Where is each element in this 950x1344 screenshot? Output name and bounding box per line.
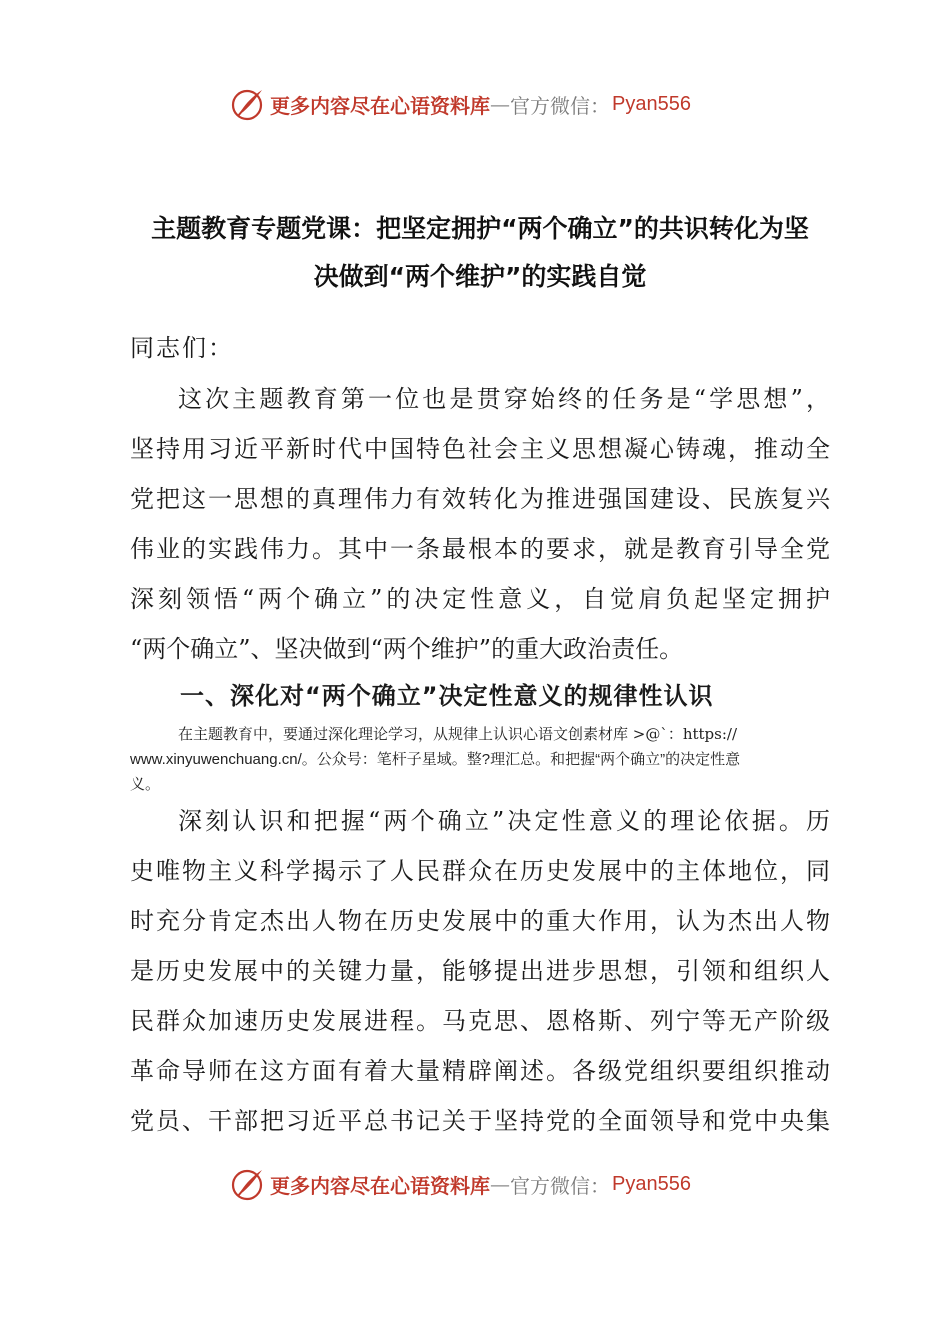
paragraph-line: 民群众加速历史发展进程。马克思、恩格斯、列宁等无产阶级 [130,1007,830,1035]
title-line: 主题教育专题党课：把坚定拥护“两个确立”的共识转化为坚 [151,214,809,243]
paragraph-line: 时充分肯定杰出人物在历史发展中的重大作用，认为杰出人物 [130,907,830,935]
paragraph-line: 坚持用习近平新时代中国特色社会主义思想凝心铸魂，推动全 [130,435,830,463]
inserted-note [130,722,830,797]
section-heading-1: 一、深化对“两个确立”决定性意义的规律性认识 [180,682,714,710]
note-line: www.xinyuwenchuang.cn/。公众号：笔杆子星域。整?理汇总。和把握“两个确立”的决定性意 [130,751,741,768]
paragraph-line: 党员、干部把习近平总书记关于坚持党的全面领导和党中央集 [130,1107,830,1135]
paragraph-line: “两个确立”、坚决做到“两个维护”的重大政治责任。 [130,635,684,663]
paragraph-line: 深刻领悟“两个确立”的决定性意义，自觉肩负起坚定拥护 [130,585,830,613]
paragraph-line: 史唯物主义科学揭示了人民群众在历史发展中的主体地位，同 [130,857,830,885]
watermark-label: 官方微信： [510,93,610,118]
note-line: 在主题教育中，要通过深化理论学习，从规律上认识心语文创素材库 >@`：https:// [178,725,738,743]
paragraph-line: 深刻认识和把握“两个确立”决定性意义的理论依据。历 [178,807,830,835]
paragraph-line: 是历史发展中的关键力量，能够提出进步思想，引领和组织人 [130,957,830,985]
paragraph-line: 革命导师在这方面有着大量精辟阐述。各级党组织要组织推动 [130,1057,830,1085]
paragraph-theory [130,796,830,1146]
watermark-account: Pyan556 [612,92,691,115]
title-line: 决做到“两个维护”的实践自觉 [313,262,647,291]
paragraph-line: 伟业的实践伟力。其中一条最根本的要求，就是教育引导全党 [130,535,830,563]
salutation: 同志们： [130,334,234,362]
quill-logo-icon [230,86,266,122]
watermark-separator: — [490,1172,510,1196]
watermark-account: Pyan556 [612,1172,691,1195]
note-line: 义。 [130,775,161,793]
watermark-banner-top [230,84,691,124]
paragraph-line: 党把这一思想的真理伟力有效转化为推进强国建设、民族复兴 [130,485,830,513]
document-title [130,205,830,301]
watermark-label: 官方微信： [510,1173,610,1198]
watermark-separator: — [490,92,510,116]
paragraph-line: 这次主题教育第一位也是贯穿始终的任务是“学思想”， [178,385,830,413]
watermark-main-text: 更多内容尽在心语资料库 [270,1173,490,1198]
watermark-main-text: 更多内容尽在心语资料库 [270,93,490,118]
paragraph-intro [130,374,830,674]
watermark-banner-bottom [230,1164,691,1204]
quill-logo-icon [230,1166,266,1202]
